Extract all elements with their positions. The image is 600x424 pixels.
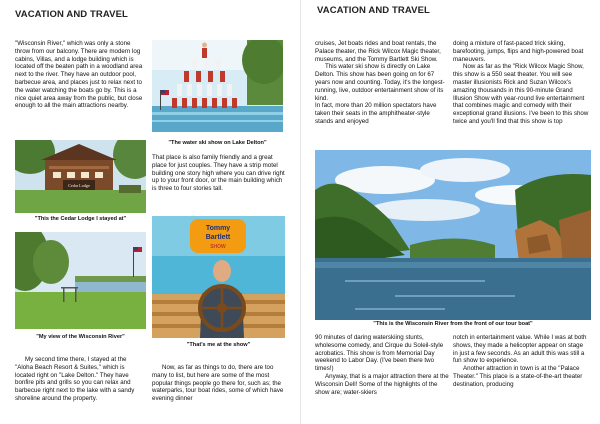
waterski-show-photo: [152, 40, 283, 132]
right-col2-top-text: [453, 40, 589, 150]
right-col2-bottom-text: [453, 334, 589, 420]
right-col1-bottom-p2: Anyway, that is a major attraction there at the Wisconsin Dell! Some of the highlights of the show are; water-skiers: [315, 372, 449, 396]
right-col1-p2: This water ski show is directly on Lake Delton. This show has been going on for 67 years now and counting. Today, it's the longest-running, live, outdoor entertainment show of its kind.: [315, 63, 445, 102]
right-col2-p2: Now as far as the "Rick Wilcox Magic Show, this show is a 550 seat theater. You will see master illusionists Rick and Suzan Wilcox's amazing thousands in this 90-minute Grand Illusion Show with year-round live entertainment that combines magic and comedy with their exceptional grand illusions. I've been to this show twice and you'll find that this show is top: [453, 63, 589, 125]
right-col1-p3: In fact, more than 20 million spectators have taken their seats in the amphitheater-style stands and enjoyed: [315, 102, 437, 125]
right-col1-bottom-text: [315, 334, 449, 420]
lodge-sign-text: Cedar Lodge: [68, 183, 90, 188]
show-sign-line3: SHOW: [210, 244, 226, 250]
caption-me-at-show: "That's me at the show": [186, 342, 251, 348]
left-col1-top-paragraph: "Wisconsin River," which was only a stone throw from our balcony. There are modern log cabins, Villas, and a lodge building which is located off the beaten path in a woodland area next to the river. They have an outdoor pool, barbecue area, and places just to relax next to the water watching the boats go by. This is a nice quiet area away from the public, but close enough to all the main attractions nearby.: [15, 40, 143, 110]
left-col2-bottom-text: [152, 364, 285, 418]
show-sign-line1: Tommy: [205, 225, 231, 232]
right-col2-bottom-p2: Another attraction in town is at the "Palace Theater." This place is a state-of-the-art theater destination, producing: [453, 365, 583, 388]
left-col2-middle-paragraph: That place is also family friendly and a great place for just couples. They have a strip motel building one story high where you can drive right up to your front door, or the main building which is three to four stories tall.: [152, 154, 285, 193]
caption-cedar-lodge: "This the Cedar Lodge I stayed at": [34, 216, 127, 222]
right-col2-bottom-p1: notch in entertainment value. While I was at both shows, they made a helicopter appear on stage in just a few seconds. As an adult this was still a fun show to experience.: [453, 334, 587, 365]
left-page-header: VACATION AND TRAVEL: [15, 9, 128, 20]
left-col1-top-text: [15, 40, 143, 132]
right-col1-p1: cruises, Jet boats rides and boat rentals, the Palace theater, the Rick Wilcox Magic theater, museums, and the Tommy Bartlett Ski Show.: [315, 40, 441, 63]
caption-wisconsin-river: "This is the Wisconsin River from the front of our tour boat": [373, 321, 533, 327]
show-sign-line2: Bartlett: [205, 234, 231, 241]
me-at-show-photo: [152, 216, 285, 338]
right-col1-top-text: [315, 40, 449, 150]
caption-waterski-show: "The water ski show on Lake Delton": [168, 140, 267, 146]
caption-river-view: "My view of the Wisconsin River": [36, 334, 125, 340]
right-col2-p1: doing a mixture of fast-paced trick skiing, barefooting, jumps, flips and high-powered boat maneuvers.: [453, 40, 584, 63]
right-page: [300, 0, 600, 424]
wisconsin-river-photo: [315, 150, 591, 320]
left-col1-bottom-paragraph: My second time there, I stayed at the "Aloha Beach Resort & Suites," which is located right on "Lake Delton." They have bonfire pits and grills so you can relax and barbecue right next to the lake with a sandy shoreline around the property.: [15, 356, 135, 402]
left-col2-bottom-paragraph: Now, as far as things to do, there are too many to list, but here are some of the most popular things people go there for, such as; the waterparks, tour boat rides, some of which have evening dinner: [152, 364, 284, 403]
river-view-photo: [15, 232, 146, 329]
left-col1-bottom-text: [15, 356, 146, 418]
cedar-lodge-photo: [15, 140, 146, 213]
left-col2-middle-text: [152, 154, 285, 214]
right-col1-bottom-p1: 90 minutes of daring waterskiing stunts, wholesome comedy, and Cirque du Soleil-style acrobatics. This show is from Memorial Day weekend to Labor Day. (I've been there two times!): [315, 334, 444, 373]
right-page-header: VACATION AND TRAVEL: [317, 5, 430, 16]
